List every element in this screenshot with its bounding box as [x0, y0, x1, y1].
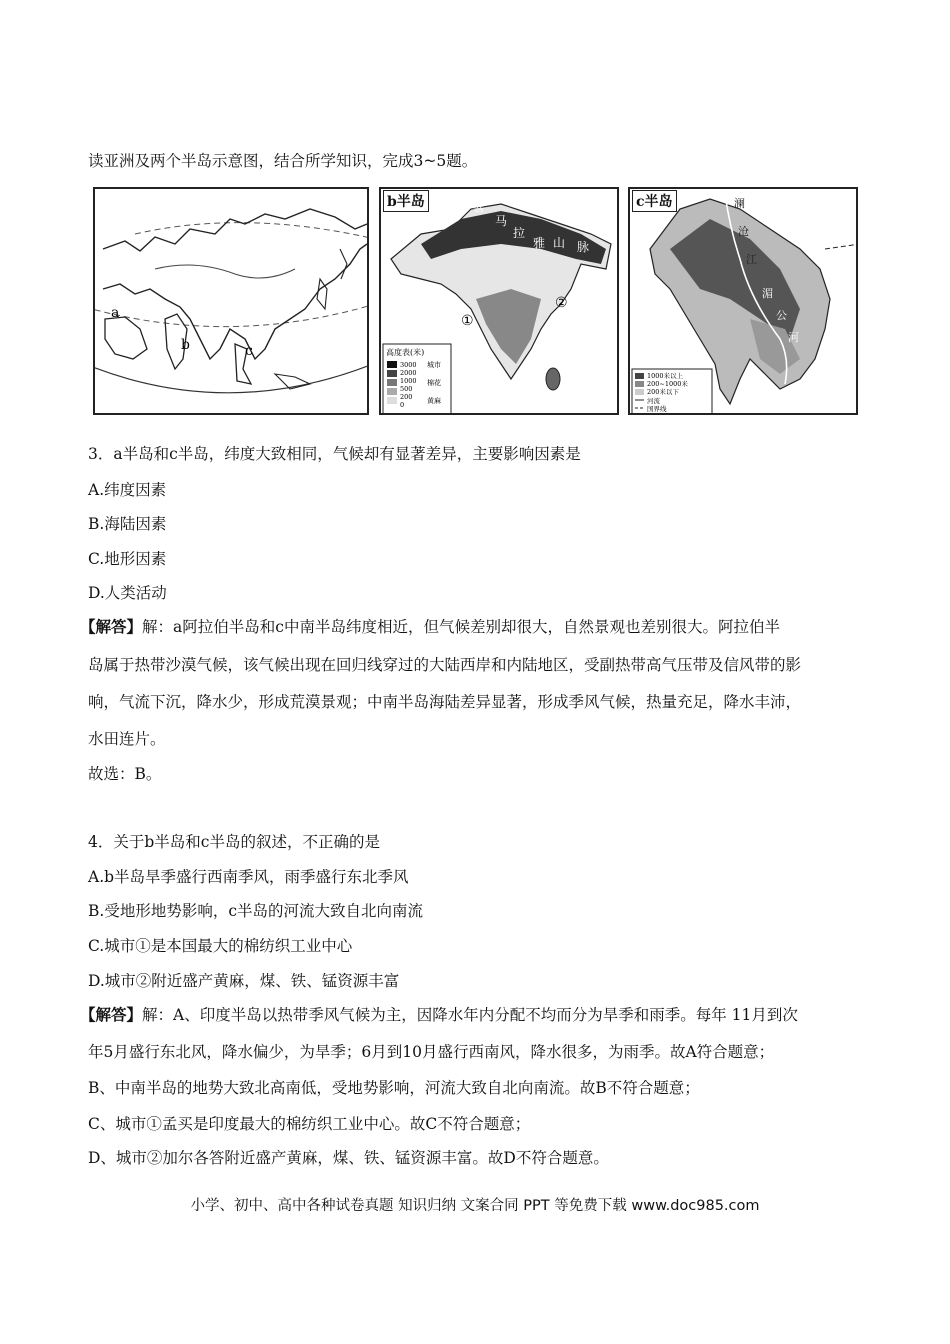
q3-answer-text-1: 解：a阿拉伯半岛和c中南半岛纬度相近，但气候差别却很大，自然景观也差别很大。阿拉伯半 — [142, 618, 780, 636]
b-marker-2: ② — [555, 295, 568, 311]
b-legend-level-3: 1000 — [400, 377, 417, 385]
q3-answer-tag: 【解答】 — [80, 617, 143, 636]
b-peninsula-drawing — [381, 189, 619, 415]
c-map-title: c半岛 — [632, 190, 677, 212]
map-figure — [93, 187, 858, 417]
c-legend-5: 国界线 — [647, 405, 667, 413]
c-legend-1: 1000米以上 — [647, 372, 684, 380]
c-river-char-5: 公 — [776, 309, 787, 322]
b-peninsula-map — [379, 187, 619, 415]
asia-map-drawing — [95, 189, 369, 415]
q3-option-d: D.人类活动 — [88, 584, 167, 602]
q3-answer-line-4: 水田连片。 — [88, 730, 166, 748]
q3-answer-line-3: 响，气流下沉，降水少，形成荒漠景观；中南半岛海陆差异显著，形成季风气候，热量充足，降水丰沛， — [88, 693, 802, 711]
b-legend-title: 高度表(米) — [386, 348, 425, 357]
c-legend-4: 河流 — [647, 397, 660, 405]
b-mountain-char-6: 脉 — [577, 240, 590, 254]
b-legend-level-5: 200 — [400, 393, 413, 401]
b-map-title: b半岛 — [383, 190, 429, 212]
q4-option-d: D.城市②附近盛产黄麻，煤、铁、锰资源丰富 — [88, 972, 400, 990]
b-marker-1: ① — [461, 313, 474, 329]
q3-answer-line-2: 岛属于热带沙漠气候，该气候出现在回归线穿过的大陆西岸和内陆地区，受副热带高气压带及信风带的影 — [88, 656, 802, 674]
q3-option-c: C.地形因素 — [88, 550, 167, 568]
q3-option-a: A.纬度因素 — [88, 481, 167, 499]
q4-option-c: C.城市①是本国最大的棉纺织工业中心 — [88, 937, 353, 955]
c-peninsula-map — [628, 187, 858, 415]
c-legend-2: 200~1000米 — [647, 380, 688, 388]
c-river-char-6: 河 — [788, 331, 799, 344]
asia-map — [93, 187, 369, 415]
b-legend-jute: 黄麻 — [427, 397, 441, 405]
q3-answer-line-1 — [80, 617, 780, 637]
q3-choice: 故选：B。 — [88, 765, 162, 783]
q4-answer-tag: 【解答】 — [80, 1005, 143, 1024]
b-mountain-char-5: 山 — [553, 236, 566, 250]
page-footer: 小学、初中、高中各种试卷真题 知识归纳 文案合同 PPT 等免费下载 www.doc985.com — [190, 1198, 760, 1214]
b-legend-level-2: 2000 — [400, 369, 417, 377]
c-peninsula-drawing — [630, 189, 858, 415]
b-legend-level-6: 0 — [400, 401, 405, 409]
q4-answer-line-3: B、中南半岛的地势大致北高南低，受地势影响，河流大致自北向南流。故B不符合题意； — [88, 1079, 700, 1097]
c-legend-3: 200米以下 — [647, 388, 679, 396]
b-legend-level-4: 500 — [400, 385, 413, 393]
b-legend-city: 城市 — [427, 361, 441, 369]
b-mountain-char-2: 马 — [495, 214, 508, 228]
q4-answer-line-5: D、城市②加尔各答附近盛产黄麻，煤、铁、锰资源丰富。故D不符合题意。 — [88, 1149, 609, 1167]
asia-label-c: c — [245, 343, 253, 359]
b-mountain-char-4: 雅 — [533, 236, 546, 250]
c-river-char-4: 湄 — [762, 287, 773, 300]
c-river-char-3: 江 — [746, 253, 757, 266]
q3-option-b: B.海陆因素 — [88, 515, 167, 533]
b-legend-level-1: 3000 — [400, 361, 417, 369]
q4-answer-line-1 — [80, 1005, 798, 1025]
q3-stem: 3．a半岛和c半岛，纬度大致相同，气候却有显著差异，主要影响因素是 — [88, 445, 581, 463]
c-river-char-1: 澜 — [734, 197, 745, 210]
b-mountain-char-3: 拉 — [513, 226, 526, 240]
q4-stem: 4．关于b半岛和c半岛的叙述，不正确的是 — [88, 833, 380, 851]
asia-label-a: a — [111, 305, 120, 321]
b-legend-cotton: 棉花 — [427, 379, 441, 387]
intro-text: 读亚洲及两个半岛示意图，结合所学知识，完成3~5题。 — [88, 152, 478, 170]
asia-label-b: b — [181, 337, 190, 353]
q4-answer-text-1: 解：A、印度半岛以热带季风气候为主，因降水年内分配不均而分为旱季和雨季。每年 11月到次 — [142, 1006, 798, 1024]
q4-option-b: B.受地形地势影响，c半岛的河流大致自北向南流 — [88, 902, 423, 920]
q4-option-a: A.b半岛旱季盛行西南季风，雨季盛行东北季风 — [88, 868, 409, 886]
b-mountain-char-1: 喜 — [473, 200, 486, 214]
q4-answer-line-2: 年5月盛行东北风，降水偏少，为旱季；6月到10月盛行西南风，降水很多，为雨季。故A符合题意； — [88, 1043, 775, 1061]
c-river-char-2: 沧 — [738, 225, 749, 238]
q4-answer-line-4: C、城市①孟买是印度最大的棉纺织工业中心。故C不符合题意； — [88, 1115, 531, 1133]
